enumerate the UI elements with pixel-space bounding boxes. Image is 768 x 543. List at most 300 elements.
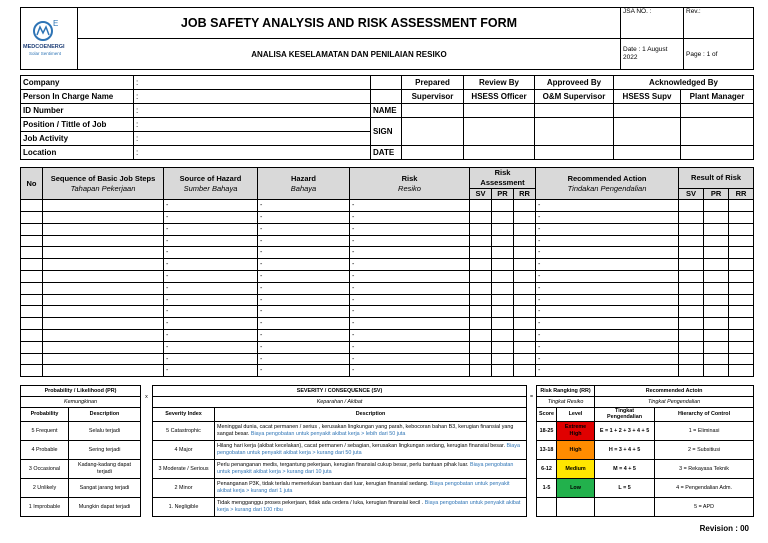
- col-result-pr: PR: [704, 188, 729, 200]
- legend-sev-desc: [215, 478, 527, 497]
- row-dash-cell[interactable]: -: [536, 223, 679, 235]
- svg-text:E: E: [53, 19, 59, 28]
- row-dash-cell[interactable]: -: [536, 247, 679, 259]
- row-rating-cell[interactable]: [679, 223, 704, 235]
- row-step-cell[interactable]: [43, 223, 164, 235]
- row-dash-cell[interactable]: -: [350, 223, 470, 235]
- row-rating-cell[interactable]: [492, 282, 514, 294]
- rank-title: Risk Rangking (RR): [537, 386, 595, 397]
- row-rating-cell[interactable]: [514, 365, 536, 377]
- row-no-cell[interactable]: [21, 318, 43, 330]
- row-rating-cell[interactable]: [704, 235, 729, 247]
- legend-score: 13-18: [537, 440, 557, 459]
- review-date-cell[interactable]: [464, 146, 535, 160]
- col-recommended-subtitle: Tindakan Pengendalian: [567, 183, 647, 193]
- form-subtitle: ANALISA KESELAMATAN DAN PENILAIAN RESIKO: [78, 39, 621, 70]
- prepared-title: Prepared: [402, 76, 464, 90]
- ack2-sign-cell[interactable]: [681, 118, 754, 146]
- company-field[interactable]: :: [134, 76, 371, 90]
- legend-level: Low: [557, 478, 595, 497]
- row-dash-cell[interactable]: -: [258, 282, 350, 294]
- legend-level: High: [557, 440, 595, 459]
- ack2-name-cell[interactable]: [681, 104, 754, 118]
- row-dash-cell[interactable]: -: [164, 306, 258, 318]
- row-dash-cell[interactable]: -: [164, 200, 258, 212]
- row-rating-cell[interactable]: [492, 271, 514, 283]
- legend-hierarchy: 1 = Eliminasi: [655, 421, 754, 440]
- col-source: [164, 168, 258, 200]
- job-info-table: [20, 75, 754, 160]
- row-rating-cell[interactable]: [704, 353, 729, 365]
- col-sv: SV: [470, 188, 492, 200]
- legend-prob-desc: Kadang-kadang dapat terjadi: [69, 459, 141, 478]
- row-rating-cell[interactable]: [679, 235, 704, 247]
- row-step-cell[interactable]: [43, 365, 164, 377]
- row-dash-cell[interactable]: -: [350, 247, 470, 259]
- col-risk-assessment-line1: Risk: [494, 168, 511, 177]
- row-dash-cell[interactable]: -: [350, 294, 470, 306]
- logo-brand: MEDCOENERGI: [23, 44, 65, 50]
- col-hazard: [258, 168, 350, 200]
- legend-prob: 1 Improbable: [21, 497, 69, 516]
- row-rating-cell[interactable]: [514, 330, 536, 342]
- row-no-cell[interactable]: [21, 235, 43, 247]
- row-dash-cell[interactable]: -: [536, 259, 679, 271]
- row-rating-cell[interactable]: [679, 365, 704, 377]
- row-dash-cell[interactable]: -: [164, 294, 258, 306]
- row-rating-cell[interactable]: [679, 294, 704, 306]
- ack2-date-cell[interactable]: [681, 146, 754, 160]
- row-rating-cell[interactable]: [470, 365, 492, 377]
- id-number-field[interactable]: :: [134, 104, 371, 118]
- row-step-cell[interactable]: [43, 247, 164, 259]
- row-dash-cell[interactable]: -: [164, 259, 258, 271]
- row-rating-cell[interactable]: [492, 318, 514, 330]
- row-rating-cell[interactable]: [470, 235, 492, 247]
- legend-level: Medium: [557, 459, 595, 478]
- row-dash-cell[interactable]: -: [164, 271, 258, 283]
- row-no-cell[interactable]: [21, 259, 43, 271]
- row-dash-cell[interactable]: -: [258, 247, 350, 259]
- row-rating-cell[interactable]: [679, 353, 704, 365]
- approved-date-cell[interactable]: [535, 146, 614, 160]
- review-name-cell[interactable]: [464, 104, 535, 118]
- row-rating-cell[interactable]: [492, 365, 514, 377]
- approved-sign-cell[interactable]: [535, 118, 614, 146]
- row-rating-cell[interactable]: [704, 318, 729, 330]
- row-rating-cell[interactable]: [470, 330, 492, 342]
- row-rating-cell[interactable]: [704, 247, 729, 259]
- location-field[interactable]: :: [134, 146, 371, 160]
- row-rating-cell[interactable]: [514, 235, 536, 247]
- col-hazard-title: Hazard: [290, 174, 316, 184]
- row-rating-cell[interactable]: [470, 247, 492, 259]
- row-rating-cell[interactable]: [492, 306, 514, 318]
- row-dash-cell[interactable]: -: [164, 318, 258, 330]
- row-dash-cell[interactable]: -: [350, 282, 470, 294]
- row-dash-cell[interactable]: -: [258, 212, 350, 224]
- row-rating-cell[interactable]: [514, 259, 536, 271]
- row-dash-cell[interactable]: -: [258, 306, 350, 318]
- row-rating-cell[interactable]: [704, 223, 729, 235]
- equals-symbol: =: [529, 393, 534, 400]
- row-rating-cell[interactable]: [704, 330, 729, 342]
- table-row: [21, 282, 754, 294]
- legend-tingkat: M = 4 + 5: [595, 459, 655, 478]
- row-dash-cell[interactable]: -: [536, 353, 679, 365]
- row-rating-cell[interactable]: [679, 306, 704, 318]
- legend-sev-desc-cost: Biaya pengobatan untuk penyakit akibat kerja > kurang dari 10 juta: [217, 462, 514, 475]
- job-steps-table: [20, 167, 754, 377]
- acknowledged-role-2: Plant Manager: [681, 90, 754, 104]
- row-rating-cell[interactable]: [470, 200, 492, 212]
- legend-tingkat: H = 3 + 4 + 5: [595, 440, 655, 459]
- prob-subtitle: Kemungkinan: [21, 397, 141, 408]
- row-no-cell[interactable]: [21, 247, 43, 259]
- row-rating-cell[interactable]: [729, 259, 754, 271]
- row-dash-cell[interactable]: -: [350, 235, 470, 247]
- row-rating-cell[interactable]: [470, 318, 492, 330]
- row-rating-cell[interactable]: [729, 318, 754, 330]
- row-rating-cell[interactable]: [470, 212, 492, 224]
- legend-prob: 5 Frequent: [21, 421, 69, 440]
- row-rating-cell[interactable]: [514, 282, 536, 294]
- row-dash-cell[interactable]: -: [258, 223, 350, 235]
- legend-level: [557, 497, 595, 516]
- row-rating-cell[interactable]: [514, 294, 536, 306]
- row-rating-cell[interactable]: [729, 341, 754, 353]
- row-dash-cell[interactable]: -: [536, 294, 679, 306]
- legend-col-prob-description: Description: [69, 408, 141, 421]
- row-rating-cell[interactable]: [514, 341, 536, 353]
- row-rating-cell[interactable]: [514, 223, 536, 235]
- row-dash-cell[interactable]: -: [258, 271, 350, 283]
- col-sequence-title: Sequence of Basic Job Steps: [50, 174, 156, 184]
- prepared-sign-cell[interactable]: [402, 118, 464, 146]
- row-rating-cell[interactable]: [729, 353, 754, 365]
- row-dash-cell[interactable]: -: [536, 200, 679, 212]
- legend-prob-desc: Mungkin dapat terjadi: [69, 497, 141, 516]
- row-dash-cell[interactable]: -: [350, 200, 470, 212]
- row-no-cell[interactable]: [21, 365, 43, 377]
- row-dash-cell[interactable]: -: [164, 330, 258, 342]
- job-activity-label: Job Activity: [21, 132, 134, 146]
- row-dash-cell[interactable]: -: [536, 365, 679, 377]
- row-rating-cell[interactable]: [492, 223, 514, 235]
- form-title: JOB SAFETY ANALYSIS AND RISK ASSESSMENT FORM: [78, 8, 621, 39]
- ack1-date-cell[interactable]: [614, 146, 681, 160]
- form-header: [20, 7, 754, 70]
- col-source-subtitle: Sumber Bahaya: [183, 183, 238, 193]
- rec-title: Recommended Actoin: [595, 386, 754, 397]
- row-dash-cell[interactable]: -: [350, 212, 470, 224]
- row-rating-cell[interactable]: [679, 271, 704, 283]
- row-rating-cell[interactable]: [492, 330, 514, 342]
- row-rating-cell[interactable]: [729, 271, 754, 283]
- row-rating-cell[interactable]: [492, 294, 514, 306]
- prepared-date-cell[interactable]: [402, 146, 464, 160]
- row-no-cell[interactable]: [21, 271, 43, 283]
- row-rating-cell[interactable]: [729, 282, 754, 294]
- row-rating-cell[interactable]: [679, 200, 704, 212]
- position-field[interactable]: :: [134, 118, 371, 132]
- name-row-label: NAME: [371, 104, 402, 118]
- row-dash-cell[interactable]: -: [164, 353, 258, 365]
- col-result: Result of Risk: [679, 168, 754, 189]
- row-rating-cell[interactable]: [492, 353, 514, 365]
- row-rating-cell[interactable]: [704, 212, 729, 224]
- row-dash-cell[interactable]: -: [258, 200, 350, 212]
- row-rating-cell[interactable]: [514, 212, 536, 224]
- legend-col-probability: Probability: [21, 408, 69, 421]
- ack1-name-cell[interactable]: [614, 104, 681, 118]
- id-number-label: ID Number: [21, 104, 134, 118]
- row-rating-cell[interactable]: [679, 341, 704, 353]
- job-activity-field[interactable]: :: [134, 132, 371, 146]
- col-pr: PR: [492, 188, 514, 200]
- row-rating-cell[interactable]: [729, 200, 754, 212]
- row-rating-cell[interactable]: [470, 223, 492, 235]
- row-no-cell[interactable]: [21, 306, 43, 318]
- table-row: [21, 271, 754, 283]
- row-rating-cell[interactable]: [729, 247, 754, 259]
- col-recommended: [536, 168, 679, 200]
- times-symbol: x: [145, 393, 148, 400]
- row-rating-cell[interactable]: [470, 271, 492, 283]
- row-rating-cell[interactable]: [704, 282, 729, 294]
- row-step-cell[interactable]: [43, 259, 164, 271]
- legend-col-tingkat: Tingkat Pengendalian: [595, 408, 655, 421]
- row-dash-cell[interactable]: -: [258, 235, 350, 247]
- row-rating-cell[interactable]: [492, 235, 514, 247]
- legend-row: [21, 440, 754, 459]
- col-source-title: Source of Hazard: [179, 174, 242, 184]
- row-rating-cell[interactable]: [729, 294, 754, 306]
- row-rating-cell[interactable]: [470, 294, 492, 306]
- row-dash-cell[interactable]: -: [536, 235, 679, 247]
- col-risk-subtitle: Resiko: [398, 183, 421, 193]
- prepared-name-cell[interactable]: [402, 104, 464, 118]
- logo-tagline: Solar Sentiment: [29, 51, 62, 56]
- legend-tingkat: E = 1 + 2 + 3 + 4 + 5: [595, 421, 655, 440]
- legend-sev-desc-cost: Biaya pengobatan untuk penyakit akibat kerja > kurang dari 100 ribu: [217, 500, 521, 513]
- row-dash-cell[interactable]: -: [536, 306, 679, 318]
- legend-sev-desc-text: Penanganan P3K, tidak terlalu memerlukan bantuan dari luar, kerugian finansial sedang.: [217, 481, 429, 488]
- row-rating-cell[interactable]: [514, 200, 536, 212]
- row-rating-cell[interactable]: [729, 330, 754, 342]
- row-rating-cell[interactable]: [729, 212, 754, 224]
- row-rating-cell[interactable]: [729, 223, 754, 235]
- sev-subtitle: Keparahan / Akibat: [153, 397, 527, 408]
- col-risk-assessment: [470, 168, 536, 189]
- row-rating-cell[interactable]: [679, 318, 704, 330]
- sev-title: SEVERITY / CONSEQUENCE (SV): [153, 386, 527, 397]
- position-label: Position / Tittle of Job: [21, 118, 134, 132]
- table-row: [21, 341, 754, 353]
- col-result-rr: RR: [729, 188, 754, 200]
- row-dash-cell[interactable]: -: [164, 235, 258, 247]
- row-dash-cell[interactable]: -: [164, 365, 258, 377]
- row-rating-cell[interactable]: [470, 259, 492, 271]
- row-rating-cell[interactable]: [492, 212, 514, 224]
- row-rating-cell[interactable]: [470, 282, 492, 294]
- row-step-cell[interactable]: [43, 200, 164, 212]
- legend-sev: 1. Negligible: [153, 497, 215, 516]
- row-dash-cell[interactable]: -: [536, 318, 679, 330]
- row-dash-cell[interactable]: -: [258, 330, 350, 342]
- row-step-cell[interactable]: [43, 318, 164, 330]
- legend-score: 18-25: [537, 421, 557, 440]
- row-no-cell[interactable]: [21, 223, 43, 235]
- row-rating-cell[interactable]: [514, 247, 536, 259]
- row-rating-cell[interactable]: [729, 306, 754, 318]
- row-dash-cell[interactable]: -: [350, 306, 470, 318]
- legend-sev-desc-text: Meninggal dunia, cacat permanen / serius , kerusakan lingkungan yang parah, kebocoran bahan B3, kerugian finansial yang sangat besar.: [217, 424, 514, 437]
- row-dash-cell[interactable]: -: [536, 271, 679, 283]
- pic-name-field[interactable]: :: [134, 90, 371, 104]
- row-dash-cell[interactable]: -: [164, 212, 258, 224]
- row-rating-cell[interactable]: [492, 247, 514, 259]
- table-row: [21, 306, 754, 318]
- row-no-cell[interactable]: [21, 330, 43, 342]
- row-step-cell[interactable]: [43, 353, 164, 365]
- legend-hierarchy: 2 = Subsitiusi: [655, 440, 754, 459]
- row-dash-cell[interactable]: -: [258, 259, 350, 271]
- legend-tingkat: [595, 497, 655, 516]
- row-step-cell[interactable]: [43, 330, 164, 342]
- row-dash-cell[interactable]: -: [350, 330, 470, 342]
- row-dash-cell[interactable]: -: [258, 318, 350, 330]
- row-rating-cell[interactable]: [704, 200, 729, 212]
- row-step-cell[interactable]: [43, 282, 164, 294]
- row-step-cell[interactable]: [43, 341, 164, 353]
- legend-row: [21, 478, 754, 497]
- row-rating-cell[interactable]: [679, 212, 704, 224]
- row-dash-cell[interactable]: -: [536, 282, 679, 294]
- row-dash-cell[interactable]: -: [258, 294, 350, 306]
- row-dash-cell[interactable]: -: [164, 341, 258, 353]
- legend-sev: 4 Major: [153, 440, 215, 459]
- row-rating-cell[interactable]: [704, 294, 729, 306]
- row-rating-cell[interactable]: [470, 306, 492, 318]
- legend-prob-desc: Sering terjadi: [69, 440, 141, 459]
- legend-prob-desc: Selalu terjadi: [69, 421, 141, 440]
- acknowledged-title: Acknowledged By: [614, 76, 754, 90]
- row-dash-cell[interactable]: -: [164, 247, 258, 259]
- row-dash-cell[interactable]: -: [350, 318, 470, 330]
- row-step-cell[interactable]: [43, 271, 164, 283]
- row-step-cell[interactable]: [43, 212, 164, 224]
- row-dash-cell[interactable]: -: [350, 271, 470, 283]
- row-dash-cell[interactable]: -: [350, 259, 470, 271]
- row-no-cell[interactable]: [21, 282, 43, 294]
- legend-score: 1-5: [537, 478, 557, 497]
- row-rating-cell[interactable]: [470, 341, 492, 353]
- row-step-cell[interactable]: [43, 235, 164, 247]
- legend-sev: 5 Catastrophic: [153, 421, 215, 440]
- legend-level: Extreme High: [557, 421, 595, 440]
- row-no-cell[interactable]: [21, 200, 43, 212]
- row-dash-cell[interactable]: -: [258, 365, 350, 377]
- row-step-cell[interactable]: [43, 306, 164, 318]
- legend-hierarchy: 4 = Pengendalian Adm.: [655, 478, 754, 497]
- legend-hierarchy: 3 = Rekayasa Teknik: [655, 459, 754, 478]
- row-dash-cell[interactable]: -: [536, 341, 679, 353]
- row-rating-cell[interactable]: [492, 259, 514, 271]
- row-rating-cell[interactable]: [679, 282, 704, 294]
- row-rating-cell[interactable]: [514, 271, 536, 283]
- row-no-cell[interactable]: [21, 294, 43, 306]
- table-row: [21, 365, 754, 377]
- row-dash-cell[interactable]: -: [164, 282, 258, 294]
- row-rating-cell[interactable]: [514, 318, 536, 330]
- row-rating-cell[interactable]: [729, 235, 754, 247]
- row-dash-cell[interactable]: -: [258, 353, 350, 365]
- legend-prob: 3 Occasional: [21, 459, 69, 478]
- approved-title: Approveed By: [535, 76, 614, 90]
- table-row: [21, 259, 754, 271]
- legend-sev: 3 Moderate / Serious: [153, 459, 215, 478]
- row-step-cell[interactable]: [43, 294, 164, 306]
- row-rating-cell[interactable]: [704, 259, 729, 271]
- row-no-cell[interactable]: [21, 353, 43, 365]
- legend-col-sev-description: Description: [215, 408, 527, 421]
- row-dash-cell[interactable]: -: [350, 365, 470, 377]
- row-rating-cell[interactable]: [729, 365, 754, 377]
- row-dash-cell[interactable]: -: [258, 341, 350, 353]
- approved-name-cell[interactable]: [535, 104, 614, 118]
- row-rating-cell[interactable]: [492, 200, 514, 212]
- row-rating-cell[interactable]: [492, 341, 514, 353]
- row-rating-cell[interactable]: [704, 341, 729, 353]
- row-dash-cell[interactable]: -: [536, 212, 679, 224]
- row-rating-cell[interactable]: [679, 259, 704, 271]
- legend-sev-desc: [215, 421, 527, 440]
- row-rating-cell[interactable]: [704, 365, 729, 377]
- row-dash-cell[interactable]: -: [350, 341, 470, 353]
- row-rating-cell[interactable]: [704, 306, 729, 318]
- row-dash-cell[interactable]: -: [350, 353, 470, 365]
- col-sequence: [43, 168, 164, 200]
- row-rating-cell[interactable]: [514, 306, 536, 318]
- legend-sev-desc: [215, 440, 527, 459]
- legend-body: [21, 421, 754, 516]
- table-row: [21, 318, 754, 330]
- legend-hierarchy: 5 = APD: [655, 497, 754, 516]
- col-result-sv: SV: [679, 188, 704, 200]
- col-hazard-subtitle: Bahaya: [290, 183, 317, 193]
- row-dash-cell[interactable]: -: [536, 330, 679, 342]
- job-steps-body: [21, 200, 754, 377]
- table-row: [21, 294, 754, 306]
- row-dash-cell[interactable]: -: [164, 223, 258, 235]
- row-rating-cell[interactable]: [679, 247, 704, 259]
- jsa-number-label: JSA NO. :: [621, 8, 684, 39]
- date-row-label: DATE: [371, 146, 402, 160]
- review-title: Review By: [464, 76, 535, 90]
- review-sign-cell[interactable]: [464, 118, 535, 146]
- row-no-cell[interactable]: [21, 341, 43, 353]
- row-rating-cell[interactable]: [704, 271, 729, 283]
- col-sequence-subtitle: Tahapan Pekerjaan: [70, 183, 136, 193]
- date-label: Date : 1 August 2022: [621, 39, 684, 70]
- row-rating-cell[interactable]: [470, 353, 492, 365]
- row-rating-cell[interactable]: [514, 353, 536, 365]
- ack1-sign-cell[interactable]: [614, 118, 681, 146]
- row-no-cell[interactable]: [21, 212, 43, 224]
- row-rating-cell[interactable]: [679, 330, 704, 342]
- col-rr: RR: [514, 188, 536, 200]
